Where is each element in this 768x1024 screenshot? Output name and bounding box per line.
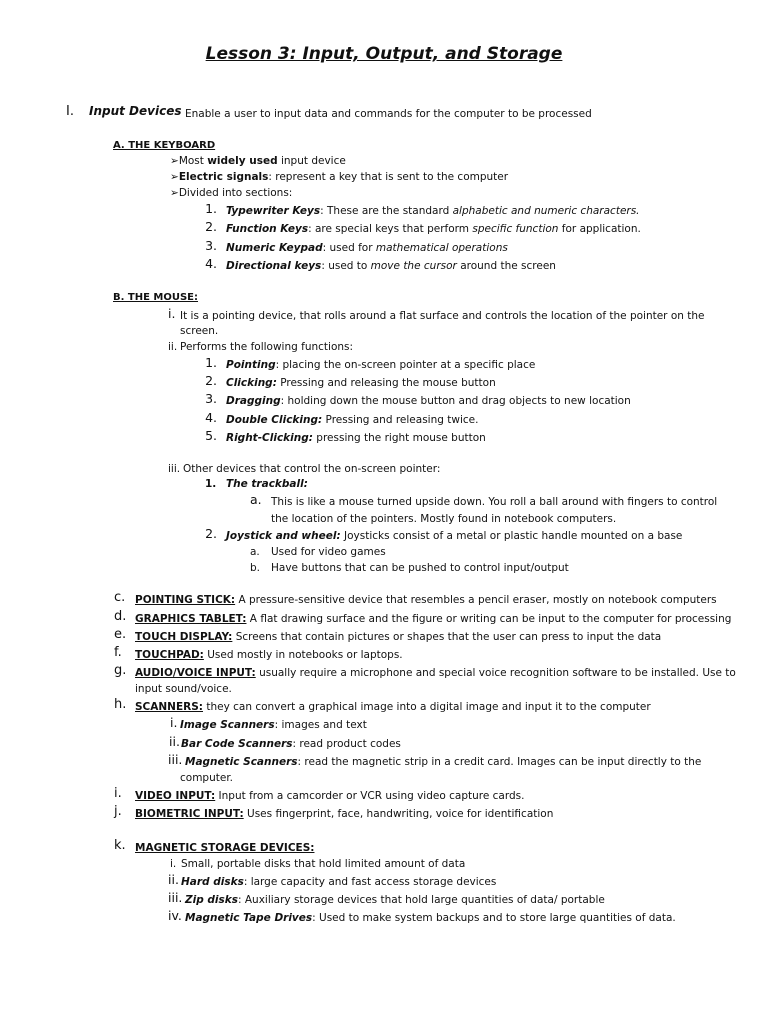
- magnetic-description: Small, portable disks that hold limited amount of data: [181, 858, 466, 870]
- roman-numeral: i.: [170, 858, 177, 870]
- list-number: 3.: [205, 391, 217, 406]
- list-item: Numeric Keypad: used for mathematical operations: [226, 242, 508, 254]
- list-item: Typewriter Keys: These are the standard alphabetic and numeric characters.: [226, 205, 640, 217]
- scanner-type: Magnetic Scanners: read the magnetic strip in a credit card. Images can be input directly to the: [185, 756, 702, 768]
- section-description: Enable a user to input data and commands for the computer to be processed: [185, 108, 592, 120]
- scanner-type: Image Scanners: images and text: [180, 719, 367, 731]
- scanners-item: SCANNERS: they can convert a graphical image into a digital image and input it to the computer: [135, 701, 651, 713]
- other-devices-intro: Other devices that control the on-screen pointer:: [183, 463, 441, 475]
- roman-numeral: i.: [170, 715, 178, 730]
- joystick-detail: Have buttons that can be pushed to control input/output: [271, 562, 569, 574]
- list-letter: c.: [114, 590, 126, 605]
- device-item: POINTING STICK: A pressure-sensitive device that resembles a pencil eraser, mostly on notebook computers: [135, 594, 717, 606]
- mouse-description: screen.: [180, 325, 219, 337]
- roman-numeral: ii.: [168, 872, 179, 887]
- magnetic-heading: MAGNETIC STORAGE DEVICES:: [135, 842, 315, 854]
- device-item: BIOMETRIC INPUT: Uses fingerprint, face, handwriting, voice for identification: [135, 808, 554, 820]
- list-item: Double Clicking: Pressing and releasing twice.: [226, 414, 479, 426]
- device-item: AUDIO/VOICE INPUT: usually require a microphone and special voice recognition software to be installed. Use to: [135, 667, 736, 679]
- mouse-description: It is a pointing device, that rolls around a flat surface and controls the location of the pointer on the: [180, 310, 705, 322]
- device-item: TOUCH DISPLAY: Screens that contain pictures or shapes that the user can press to input the data: [135, 631, 662, 643]
- scanner-type-continued: computer.: [180, 772, 234, 784]
- roman-numeral: iii.: [168, 463, 181, 475]
- trackball-description: This is like a mouse turned upside down. You roll a ball around with fingers to control: [271, 496, 718, 508]
- storage-type: Zip disks: Auxiliary storage devices that hold large quantities of data/ portable: [185, 894, 605, 906]
- device-item-continued: input sound/voice.: [135, 683, 232, 695]
- device-item: TOUCHPAD: Used mostly in notebooks or laptops.: [135, 649, 403, 661]
- roman-numeral: iii.: [168, 890, 183, 905]
- section-numeral: I.: [66, 104, 74, 119]
- keyboard-bullet: ➢Divided into sections:: [170, 187, 293, 199]
- keyboard-bullet: ➢Most widely used input device: [170, 155, 346, 167]
- list-number: 5.: [205, 428, 217, 443]
- roman-numeral: ii.: [168, 341, 178, 353]
- list-letter: i.: [114, 786, 122, 801]
- list-number: 4.: [205, 256, 217, 271]
- list-letter: f.: [114, 645, 122, 660]
- list-number: 1.: [205, 355, 217, 370]
- keyboard-heading: A. THE KEYBOARD: [113, 140, 216, 151]
- scanner-type: Bar Code Scanners: read product codes: [181, 738, 401, 750]
- storage-type: Magnetic Tape Drives: Used to make system backups and to store large quantities of data.: [185, 912, 676, 924]
- roman-numeral: ii.: [169, 734, 180, 749]
- list-letter: g.: [114, 663, 127, 678]
- list-number: 3.: [205, 238, 217, 253]
- roman-numeral: iv.: [168, 908, 182, 923]
- list-item: Right-Clicking: pressing the right mouse button: [226, 432, 486, 444]
- list-number: 2.: [205, 219, 217, 234]
- list-letter: k.: [114, 838, 126, 853]
- device-item: GRAPHICS TABLET: A flat drawing surface and the figure or writing can be input to the computer for processing: [135, 613, 732, 625]
- mouse-heading: B. THE MOUSE:: [113, 292, 199, 303]
- joystick-detail: Used for video games: [271, 546, 386, 558]
- list-number: 4.: [205, 410, 217, 425]
- section-heading: Input Devices: [89, 104, 182, 118]
- list-number: 1.: [205, 478, 217, 490]
- trackball-label: The trackball:: [226, 478, 308, 490]
- list-item: Pointing: placing the on-screen pointer at a specific place: [226, 359, 536, 371]
- storage-type: Hard disks: large capacity and fast access storage devices: [181, 876, 497, 888]
- trackball-description: the location of the pointers. Mostly found in notebook computers.: [271, 513, 617, 525]
- list-item: Dragging: holding down the mouse button and drag objects to new location: [226, 395, 631, 407]
- roman-numeral: i.: [168, 306, 176, 321]
- list-item: Joystick and wheel: Joysticks consist of a metal or plastic handle mounted on a base: [226, 530, 683, 542]
- list-letter: a.: [250, 546, 260, 558]
- device-item: VIDEO INPUT: Input from a camcorder or VCR using video capture cards.: [135, 790, 525, 802]
- page-title: Lesson 3: Input, Output, and Storage: [205, 44, 563, 64]
- list-item: Function Keys: are special keys that perform specific function for application.: [226, 223, 641, 235]
- list-number: 2.: [205, 526, 217, 541]
- list-item: Directional keys: used to move the cursor around the screen: [226, 260, 556, 272]
- list-letter: e.: [114, 627, 127, 642]
- roman-numeral: iii.: [168, 752, 183, 767]
- mouse-functions-intro: Performs the following functions:: [180, 341, 354, 353]
- list-letter: b.: [250, 562, 261, 574]
- list-item: Clicking: Pressing and releasing the mouse button: [226, 377, 496, 389]
- keyboard-bullet: ➢Electric signals: represent a key that is sent to the computer: [170, 171, 509, 183]
- list-letter: h.: [114, 697, 127, 712]
- list-letter: d.: [114, 609, 127, 624]
- list-letter: a.: [250, 492, 262, 507]
- list-number: 1.: [205, 201, 217, 216]
- list-number: 2.: [205, 373, 217, 388]
- list-letter: j.: [114, 804, 122, 819]
